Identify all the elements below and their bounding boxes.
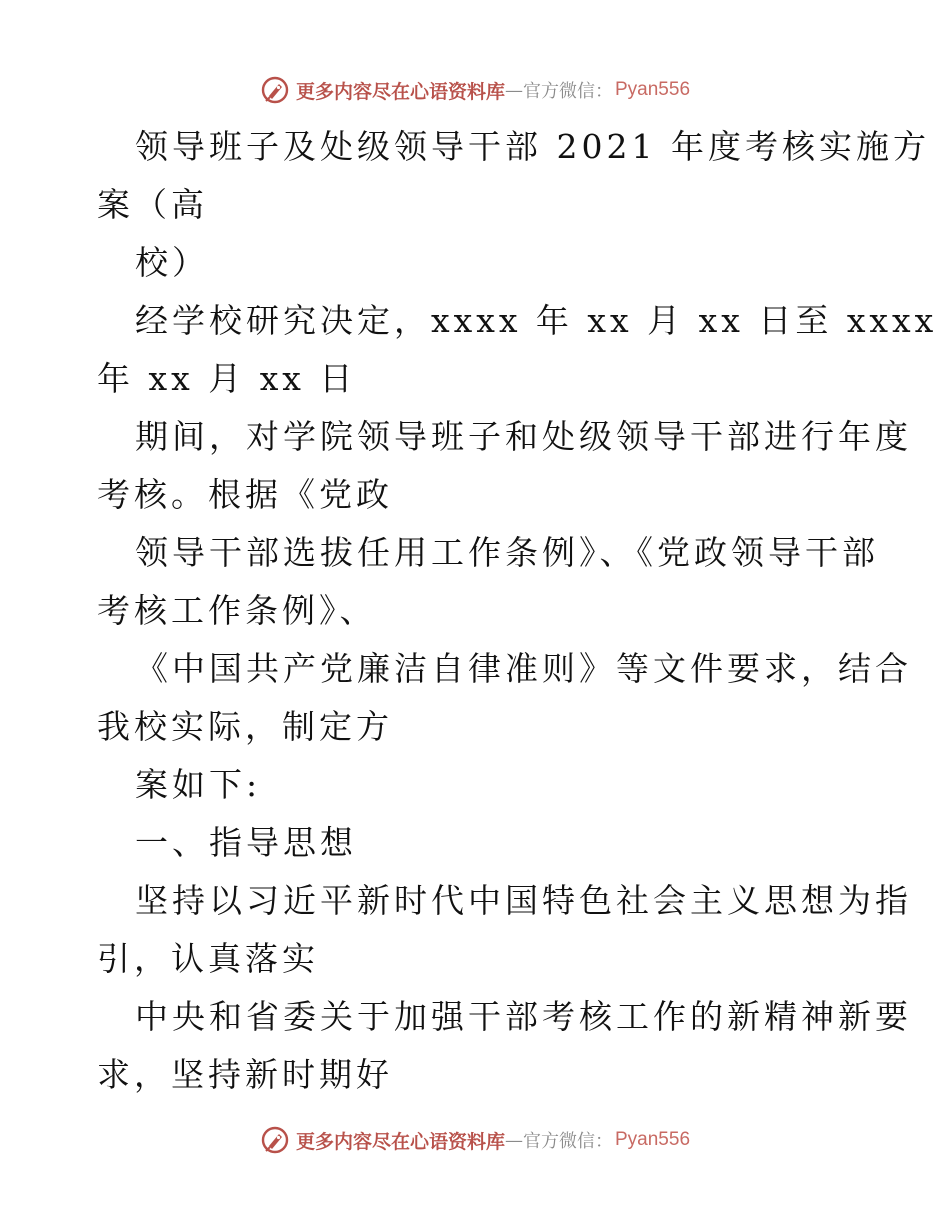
document-body — [97, 118, 938, 1104]
watermark-account: Pyan556 — [615, 79, 691, 100]
doc-line: 经学校研究决定，xxxx 年 xx 月 xx 日至 xxxx — [135, 301, 938, 340]
doc-line: 我校实际，制定方 — [97, 707, 393, 746]
doc-line: 考核。根据《党政 — [97, 475, 393, 514]
watermark-site-name: 更多内容尽在心语资料库 — [295, 1130, 505, 1153]
watermark-dash: — — [505, 79, 523, 101]
doc-line: 《中国共产党廉洁自律准则》等文件要求，结合 — [135, 649, 912, 688]
doc-line: 求，坚持新时期好 — [97, 1055, 393, 1094]
watermark-wechat-label: 官方微信： — [523, 81, 613, 102]
watermark-account: Pyan556 — [615, 1129, 691, 1150]
watermark-header — [0, 70, 950, 110]
section-heading: 一、指导思想 — [135, 823, 357, 862]
watermark-dash: — — [505, 1129, 523, 1151]
doc-line: 中央和省委关于加强干部考核工作的新精神新要 — [135, 997, 912, 1036]
watermark-site-name: 更多内容尽在心语资料库 — [295, 80, 505, 103]
doc-line: 领导干部选拔任用工作条例》、《党政领导干部 — [135, 533, 879, 572]
doc-line: 引，认真落实 — [97, 939, 319, 978]
doc-line: 案如下: — [135, 765, 262, 804]
pen-nib-logo-icon — [260, 75, 290, 105]
pen-nib-logo-icon — [260, 1125, 290, 1155]
doc-line: 考核工作条例》、 — [97, 591, 377, 630]
doc-line: 坚持以习近平新时代中国特色社会主义思想为指 — [135, 881, 912, 920]
watermark-wechat-label: 官方微信： — [523, 1131, 613, 1152]
doc-line: 校） — [135, 243, 209, 282]
doc-line: 领导班子及处级领导干部 2021 年度考核实施方 — [135, 127, 930, 166]
doc-line: 年 xx 月 xx 日 — [97, 359, 357, 398]
doc-line: 案（高 — [97, 185, 208, 224]
watermark-footer — [0, 1120, 950, 1160]
doc-line: 期间，对学院领导班子和处级领导干部进行年度 — [135, 417, 912, 456]
